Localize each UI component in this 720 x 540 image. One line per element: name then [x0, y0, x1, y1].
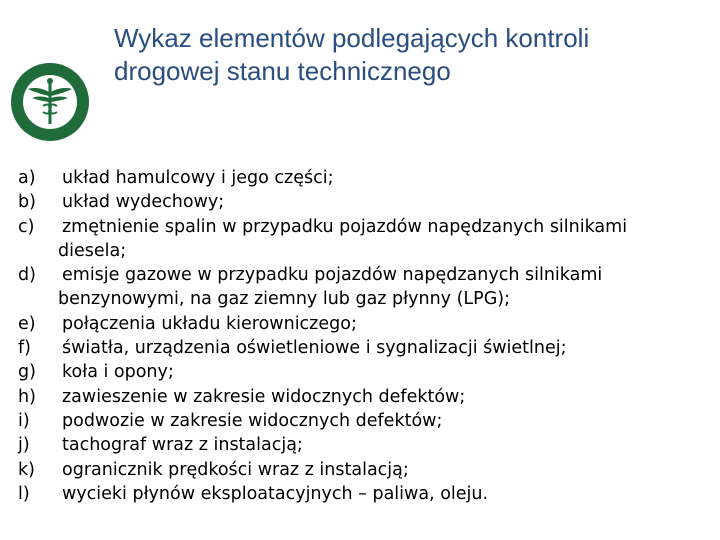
list-item	[18, 336, 627, 360]
list-item	[18, 433, 627, 457]
list-item-text-continuation: benzynowymi, na gaz ziemny lub gaz płynny (LPG);	[58, 289, 511, 310]
list-item-text: podwozie w zakresie widocznych defektów;	[62, 410, 443, 431]
list-item-text: układ hamulcowy i jego części;	[62, 168, 334, 188]
list-item	[18, 263, 627, 287]
list-item	[18, 360, 627, 384]
list-item-marker: f)	[18, 338, 31, 359]
list-item-continuation	[18, 287, 627, 311]
list-item-marker: g)	[18, 362, 36, 383]
list-item-marker: e)	[18, 313, 36, 334]
list-item-text: zawieszenie w zakresie widocznych defektów;	[62, 386, 466, 407]
list-item	[18, 409, 627, 433]
list-item	[18, 166, 627, 190]
inspection-logo	[10, 62, 90, 142]
list-item-text: połączenia układu kierowniczego;	[62, 313, 357, 334]
list-item	[18, 385, 627, 409]
list-item-marker: l)	[18, 483, 30, 504]
list-item-text: zmętnienie spalin w przypadku pojazdów napędzanych silnikami	[62, 216, 628, 237]
inspection-items-list	[18, 166, 627, 506]
title-line-1: Wykaz elementów podlegających kontroli	[114, 23, 590, 53]
list-item-text: światła, urządzenia oświetleniowe i sygnalizacji świetlnej;	[62, 338, 567, 359]
list-item-text: tachograf wraz z instalacją;	[62, 435, 303, 456]
list-item-marker: a)	[18, 168, 36, 188]
page-title	[114, 22, 589, 88]
list-item-text-continuation: diesela;	[58, 240, 127, 261]
list-item-marker: j)	[18, 435, 30, 456]
list-item	[18, 458, 627, 482]
list-item	[18, 190, 627, 214]
list-item	[18, 482, 627, 506]
list-item	[18, 215, 627, 239]
list-item-marker: d)	[18, 265, 36, 286]
list-item-text: układ wydechowy;	[62, 192, 225, 213]
list-item-marker: h)	[18, 386, 36, 407]
list-item-continuation	[18, 239, 627, 263]
list-item-text: wycieki płynów eksploatacyjnych – paliwa, oleju.	[62, 483, 489, 504]
list-item-text: emisje gazowe w przypadku pojazdów napędzanych silnikami	[62, 265, 603, 286]
road-inspection-emblem-icon	[10, 62, 90, 142]
list-item-text: koła i opony;	[62, 362, 174, 383]
list-item-marker: b)	[18, 192, 36, 213]
list-item	[18, 312, 627, 336]
list-item-text: ogranicznik prędkości wraz z instalacją;	[62, 459, 409, 480]
list-item-marker: i)	[18, 410, 30, 431]
list-item-marker: k)	[18, 459, 35, 480]
list-item-marker: c)	[18, 216, 35, 237]
title-line-2: drogowej stanu technicznego	[114, 56, 451, 86]
